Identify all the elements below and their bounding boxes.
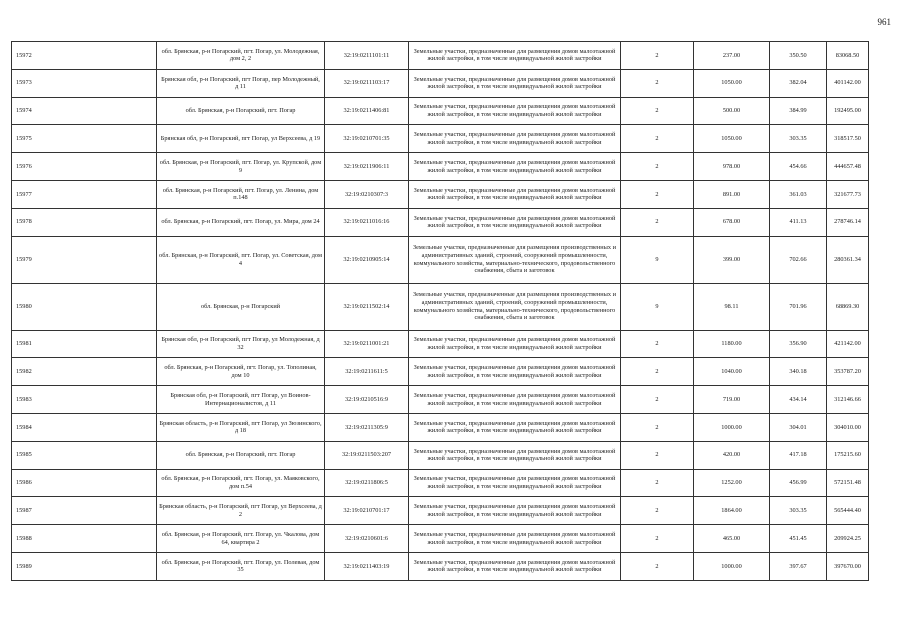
cell-permitted-use: Земельные участки, предназначенные для размещения домов малоэтажной жилой застройки, в том числе индивидуальной жилой застройки [409, 69, 621, 97]
cell-use-group: 2 [621, 330, 694, 358]
cell-specific-value: 361.03 [770, 180, 827, 208]
cell-specific-value: 350.50 [770, 42, 827, 70]
cell-cadastral-number: 32:19:0210601:6 [325, 525, 409, 553]
cell-area: 1180.00 [694, 330, 770, 358]
cell-permitted-use: Земельные участки, предназначенные для размещения домов малоэтажной жилой застройки, в том числе индивидуальной жилой застройки [409, 386, 621, 414]
cell-cadastral-number: 32:19:0210905:14 [325, 236, 409, 283]
cell-cadastral-value: 572151.48 [827, 469, 869, 497]
table-row [12, 208, 869, 236]
cell-specific-value: 303.35 [770, 125, 827, 153]
cell-specific-value: 451.45 [770, 525, 827, 553]
cell-record-number: 15975 [12, 125, 157, 153]
cell-permitted-use: Земельные участки, предназначенные для размещения домов малоэтажной жилой застройки, в том числе индивидуальной жилой застройки [409, 42, 621, 70]
cell-address: обл. Брянская, р-н Погарский, пгт. Погар [157, 97, 325, 125]
cell-area: 891.00 [694, 180, 770, 208]
cell-record-number: 15980 [12, 283, 157, 330]
cell-specific-value: 434.14 [770, 386, 827, 414]
cell-permitted-use: Земельные участки, предназначенные для размещения домов малоэтажной жилой застройки, в том числе индивидуальной жилой застройки [409, 358, 621, 386]
cell-record-number: 15979 [12, 236, 157, 283]
cell-address: Брянская обл, р-н Погарский, пгт Погар, ул Воинов-Интернационалистов, д 11 [157, 386, 325, 414]
table-body [12, 42, 869, 581]
cell-specific-value: 417.18 [770, 441, 827, 469]
cell-record-number: 15981 [12, 330, 157, 358]
cell-use-group: 2 [621, 97, 694, 125]
cell-record-number: 15989 [12, 552, 157, 580]
cell-specific-value: 454.66 [770, 153, 827, 181]
cell-area: 1040.00 [694, 358, 770, 386]
cell-use-group: 2 [621, 358, 694, 386]
cell-record-number: 15977 [12, 180, 157, 208]
cell-permitted-use: Земельные участки, предназначенные для размещения производственных и административных зданий, строений, сооружений промышленности, коммунального хозяйства, материально-технического, продовольственного снабжения, сбыта и заготовок [409, 236, 621, 283]
table-row [12, 97, 869, 125]
cell-cadastral-number: 32:19:0211016:16 [325, 208, 409, 236]
cell-address: обл. Брянская, р-н Погарский, пгт. Погар, ул. Тополиная, дом 10 [157, 358, 325, 386]
cell-cadastral-value: 312146.66 [827, 386, 869, 414]
cell-cadastral-number: 32:19:0211806:5 [325, 469, 409, 497]
cell-use-group: 2 [621, 125, 694, 153]
cell-specific-value: 382.04 [770, 69, 827, 97]
cell-specific-value: 384.99 [770, 97, 827, 125]
cell-cadastral-number: 32:19:0210307:3 [325, 180, 409, 208]
table-row [12, 413, 869, 441]
cell-use-group: 2 [621, 525, 694, 553]
cell-record-number: 15976 [12, 153, 157, 181]
cell-specific-value: 702.66 [770, 236, 827, 283]
cell-specific-value: 303.35 [770, 497, 827, 525]
cell-use-group: 2 [621, 69, 694, 97]
cell-permitted-use: Земельные участки, предназначенные для размещения домов малоэтажной жилой застройки, в том числе индивидуальной жилой застройки [409, 413, 621, 441]
cell-record-number: 15983 [12, 386, 157, 414]
page-number: 961 [877, 17, 891, 27]
cell-address: обл. Брянская, р-н Погарский, пгт. Погар [157, 441, 325, 469]
cell-use-group: 2 [621, 208, 694, 236]
cell-use-group: 2 [621, 386, 694, 414]
cell-area: 1050.00 [694, 125, 770, 153]
cell-cadastral-value: 321677.73 [827, 180, 869, 208]
cell-record-number: 15974 [12, 97, 157, 125]
cell-area: 1000.00 [694, 413, 770, 441]
cell-permitted-use: Земельные участки, предназначенные для размещения домов малоэтажной жилой застройки, в том числе индивидуальной жилой застройки [409, 208, 621, 236]
table-row [12, 180, 869, 208]
cell-permitted-use: Земельные участки, предназначенные для размещения домов малоэтажной жилой застройки, в том числе индивидуальной жилой застройки [409, 497, 621, 525]
cell-record-number: 15982 [12, 358, 157, 386]
cell-permitted-use: Земельные участки, предназначенные для размещения производственных и административных зданий, строений, сооружений промышленности, коммунального хозяйства, материально-технического, продовольственного снабжения, сбыта и заготовок [409, 283, 621, 330]
table-row [12, 552, 869, 580]
cell-use-group: 2 [621, 552, 694, 580]
cell-address: обл. Брянская, р-н Погарский, пгт. Погар, ул. Чкалова, дом 64, квартира 2 [157, 525, 325, 553]
cell-use-group: 2 [621, 180, 694, 208]
cell-cadastral-number: 32:19:0211403:19 [325, 552, 409, 580]
cell-record-number: 15985 [12, 441, 157, 469]
cell-record-number: 15978 [12, 208, 157, 236]
cell-cadastral-value: 304010.00 [827, 413, 869, 441]
cell-use-group: 2 [621, 413, 694, 441]
table-row [12, 441, 869, 469]
cell-specific-value: 701.96 [770, 283, 827, 330]
cell-permitted-use: Земельные участки, предназначенные для размещения домов малоэтажной жилой застройки, в том числе индивидуальной жилой застройки [409, 330, 621, 358]
cell-use-group: 2 [621, 469, 694, 497]
cell-cadastral-number: 32:19:0210516:9 [325, 386, 409, 414]
table-row [12, 525, 869, 553]
cell-address: Брянская обл, р-н Погарский, пгт Погар, ул Молодежная, д 32 [157, 330, 325, 358]
table-row [12, 236, 869, 283]
cell-cadastral-number: 32:19:0211406:81 [325, 97, 409, 125]
cell-record-number: 15988 [12, 525, 157, 553]
cell-area: 500.00 [694, 97, 770, 125]
cell-specific-value: 456.99 [770, 469, 827, 497]
cell-specific-value: 304.01 [770, 413, 827, 441]
cell-cadastral-value: 353787.20 [827, 358, 869, 386]
cell-use-group: 2 [621, 42, 694, 70]
cell-cadastral-number: 32:19:0211906:11 [325, 153, 409, 181]
cell-specific-value: 411.13 [770, 208, 827, 236]
cell-permitted-use: Земельные участки, предназначенные для размещения домов малоэтажной жилой застройки, в том числе индивидуальной жилой застройки [409, 469, 621, 497]
cell-cadastral-number: 32:19:0211001:21 [325, 330, 409, 358]
cell-cadastral-value: 175215.60 [827, 441, 869, 469]
cell-cadastral-number: 32:19:0211502:14 [325, 283, 409, 330]
cell-record-number: 15973 [12, 69, 157, 97]
cell-record-number: 15972 [12, 42, 157, 70]
cell-permitted-use: Земельные участки, предназначенные для размещения домов малоэтажной жилой застройки, в том числе индивидуальной жилой застройки [409, 441, 621, 469]
cell-address: Брянская обл, р-н Погарский, пгт Погар, пер Молодежный, д 11 [157, 69, 325, 97]
cell-cadastral-number: 32:19:0210701:35 [325, 125, 409, 153]
cell-cadastral-value: 68869.30 [827, 283, 869, 330]
cell-use-group: 2 [621, 153, 694, 181]
cell-area: 978.00 [694, 153, 770, 181]
table-row [12, 469, 869, 497]
cell-permitted-use: Земельные участки, предназначенные для размещения домов малоэтажной жилой застройки, в том числе индивидуальной жилой застройки [409, 125, 621, 153]
cell-area: 1864.00 [694, 497, 770, 525]
table-row [12, 386, 869, 414]
cell-specific-value: 356.90 [770, 330, 827, 358]
cell-cadastral-value: 401142.00 [827, 69, 869, 97]
cell-cadastral-number: 32:19:0211101:11 [325, 42, 409, 70]
cell-record-number: 15984 [12, 413, 157, 441]
cell-area: 399.00 [694, 236, 770, 283]
table-row [12, 69, 869, 97]
cell-address: Брянская область, р-н Погарский, пгт Погар, ул Верхсеева, д 2 [157, 497, 325, 525]
cell-permitted-use: Земельные участки, предназначенные для размещения домов малоэтажной жилой застройки, в том числе индивидуальной жилой застройки [409, 525, 621, 553]
table-row [12, 42, 869, 70]
cell-cadastral-number: 32:19:0211611:5 [325, 358, 409, 386]
cell-area: 678.00 [694, 208, 770, 236]
cell-area: 98.11 [694, 283, 770, 330]
cell-cadastral-value: 278746.14 [827, 208, 869, 236]
cell-cadastral-value: 444657.48 [827, 153, 869, 181]
cell-record-number: 15986 [12, 469, 157, 497]
cell-use-group: 9 [621, 283, 694, 330]
cell-cadastral-number: 32:19:0211305:9 [325, 413, 409, 441]
cell-area: 237.00 [694, 42, 770, 70]
cell-cadastral-value: 192495.00 [827, 97, 869, 125]
cell-area: 719.00 [694, 386, 770, 414]
table-row [12, 283, 869, 330]
cadastral-value-table [11, 41, 869, 581]
table-row [12, 330, 869, 358]
cell-address: обл. Брянская, р-н Погарский, пгт. Погар, ул. Советская, дом 4 [157, 236, 325, 283]
cell-cadastral-value: 318517.50 [827, 125, 869, 153]
table-row [12, 153, 869, 181]
cell-permitted-use: Земельные участки, предназначенные для размещения домов малоэтажной жилой застройки, в том числе индивидуальной жилой застройки [409, 97, 621, 125]
cell-permitted-use: Земельные участки, предназначенные для размещения домов малоэтажной жилой застройки, в том числе индивидуальной жилой застройки [409, 153, 621, 181]
cell-area: 420.00 [694, 441, 770, 469]
cell-record-number: 15987 [12, 497, 157, 525]
cell-area: 1252.00 [694, 469, 770, 497]
cell-cadastral-number: 32:19:0211103:17 [325, 69, 409, 97]
table-row [12, 125, 869, 153]
cell-address: Брянская область, р-н Погарский, пгт Погар, ул Зюзинского, д 18 [157, 413, 325, 441]
cell-address: Брянская обл, р-н Погарский, пгт Погар, ул Верхсеева, д 19 [157, 125, 325, 153]
table-row [12, 358, 869, 386]
cell-cadastral-value: 280361.34 [827, 236, 869, 283]
cell-cadastral-value: 421142.00 [827, 330, 869, 358]
cell-permitted-use: Земельные участки, предназначенные для размещения домов малоэтажной жилой застройки, в том числе индивидуальной жилой застройки [409, 180, 621, 208]
cell-area: 1000.00 [694, 552, 770, 580]
cell-address: обл. Брянская, р-н Погарский, пгт. Погар, ул. Маяковского, дом п.54 [157, 469, 325, 497]
cell-cadastral-number: 32:19:0210701:17 [325, 497, 409, 525]
cell-permitted-use: Земельные участки, предназначенные для размещения домов малоэтажной жилой застройки, в том числе индивидуальной жилой застройки [409, 552, 621, 580]
cell-address: обл. Брянская, р-н Погарский, пгт. Погар, ул. Мира, дом 24 [157, 208, 325, 236]
cell-use-group: 2 [621, 497, 694, 525]
cell-cadastral-value: 209924.25 [827, 525, 869, 553]
cell-use-group: 2 [621, 441, 694, 469]
cell-use-group: 9 [621, 236, 694, 283]
cell-cadastral-value: 397670.00 [827, 552, 869, 580]
cell-specific-value: 397.67 [770, 552, 827, 580]
cell-address: обл. Брянская, р-н Погарский, пгт. Погар, ул. Молодежная, дом 2, 2 [157, 42, 325, 70]
cell-cadastral-value: 565444.40 [827, 497, 869, 525]
cell-area: 1050.00 [694, 69, 770, 97]
cell-cadastral-value: 83068.50 [827, 42, 869, 70]
cell-cadastral-number: 32:19:0211503:207 [325, 441, 409, 469]
cell-area: 465.00 [694, 525, 770, 553]
cell-address: обл. Брянская, р-н Погарский, пгт. Погар, ул. Полевая, дом 35 [157, 552, 325, 580]
cell-specific-value: 340.18 [770, 358, 827, 386]
cell-address: обл. Брянская, р-н Погарский, пгт. Погар, ул. Крупской, дом 9 [157, 153, 325, 181]
table-row [12, 497, 869, 525]
cell-address: обл. Брянская, р-н Погарский [157, 283, 325, 330]
cell-address: обл. Брянская, р-н Погарский, пгт. Погар, ул. Ленина, дом п.148 [157, 180, 325, 208]
